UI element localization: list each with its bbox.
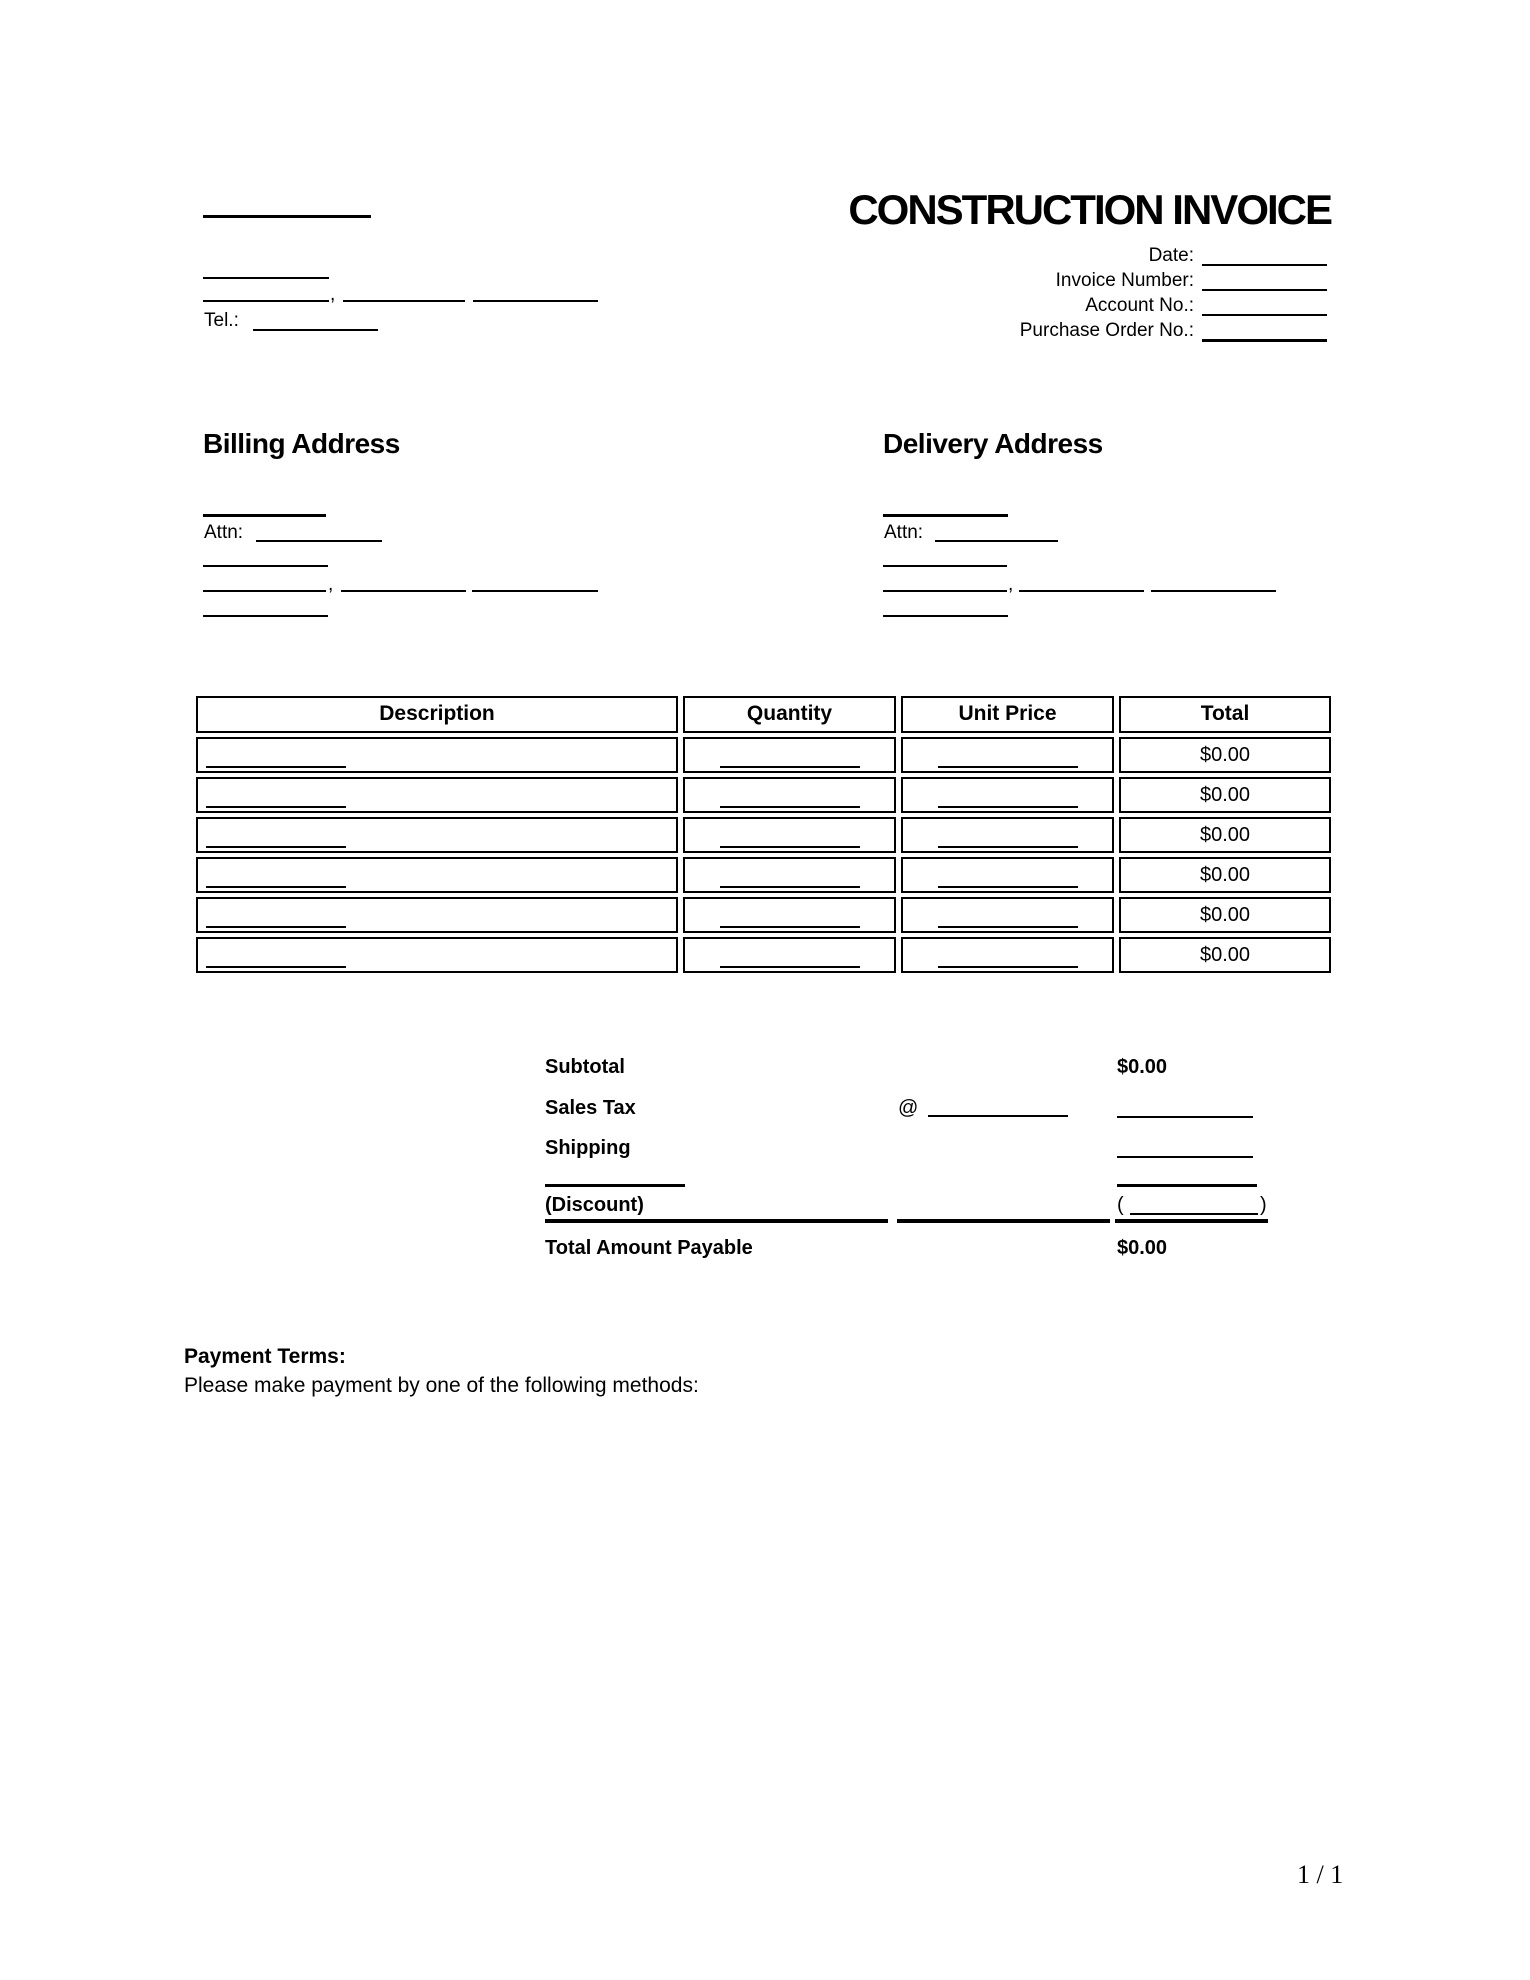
purchase-order-no-label: Purchase Order No.: xyxy=(1019,320,1194,341)
unit-price-cell xyxy=(901,897,1114,933)
billing-address-heading: Billing Address xyxy=(203,428,400,459)
account-no-label: Account No.: xyxy=(1085,295,1194,316)
quantity-cell xyxy=(683,817,896,853)
delivery-address-heading: Delivery Address xyxy=(883,428,1103,459)
quantity-cell xyxy=(683,937,896,973)
description-cell xyxy=(196,817,678,853)
comma-separator: , xyxy=(328,574,334,595)
quantity-field[interactable] xyxy=(720,766,860,768)
shipping-label: Shipping xyxy=(545,1137,631,1159)
date-field[interactable] xyxy=(1202,264,1327,266)
row-total-value: $0.00 xyxy=(1119,817,1331,853)
quantity-cell xyxy=(683,897,896,933)
discount-open-paren: ( xyxy=(1117,1194,1124,1216)
sales-tax-label: Sales Tax xyxy=(545,1097,636,1119)
delivery-attn-label: Attn: xyxy=(884,522,924,543)
unit-price-cell xyxy=(901,937,1114,973)
table-row xyxy=(196,857,1331,893)
unit-price-field[interactable] xyxy=(938,966,1078,968)
delivery-zip-field[interactable] xyxy=(1151,590,1276,592)
description-field[interactable] xyxy=(206,846,346,848)
line-items-table xyxy=(191,692,1336,977)
subtotal-label: Subtotal xyxy=(545,1056,625,1078)
unit-price-column-header: Unit Price xyxy=(901,696,1114,733)
description-cell xyxy=(196,937,678,973)
billing-city-field[interactable] xyxy=(203,590,326,592)
delivery-state-field[interactable] xyxy=(1019,590,1144,592)
description-cell xyxy=(196,777,678,813)
quantity-column-header: Quantity xyxy=(683,696,896,733)
billing-state-field[interactable] xyxy=(341,590,466,592)
billing-attn-label: Attn: xyxy=(204,522,244,543)
quantity-cell xyxy=(683,777,896,813)
subtotal-value: $0.00 xyxy=(1117,1056,1168,1078)
page-title: CONSTRUCTION INVOICE xyxy=(848,186,1331,233)
table-row xyxy=(196,937,1331,973)
invoice-number-label: Invoice Number: xyxy=(1055,270,1194,291)
delivery-attn-field[interactable] xyxy=(935,540,1058,542)
shipping-amount-field[interactable] xyxy=(1117,1156,1253,1158)
account-no-field[interactable] xyxy=(1202,314,1327,316)
purchase-order-no-field[interactable] xyxy=(1202,339,1327,342)
unit-price-field[interactable] xyxy=(938,846,1078,848)
quantity-field[interactable] xyxy=(720,886,860,888)
delivery-name-field[interactable] xyxy=(883,514,1008,517)
description-field[interactable] xyxy=(206,966,346,968)
description-field[interactable] xyxy=(206,806,346,808)
unit-price-cell xyxy=(901,857,1114,893)
company-name-field[interactable] xyxy=(203,215,371,218)
table-row xyxy=(196,817,1331,853)
delivery-street-field[interactable] xyxy=(883,565,1007,567)
unit-price-cell xyxy=(901,737,1114,773)
description-field[interactable] xyxy=(206,886,346,888)
sender-street-field[interactable] xyxy=(203,277,329,279)
description-field[interactable] xyxy=(206,926,346,928)
billing-attn-field[interactable] xyxy=(256,540,382,542)
comma-separator: , xyxy=(1008,574,1014,595)
quantity-cell xyxy=(683,737,896,773)
billing-zip-field[interactable] xyxy=(472,590,598,592)
table-row xyxy=(196,897,1331,933)
description-cell xyxy=(196,897,678,933)
row-total-value: $0.00 xyxy=(1119,937,1331,973)
table-row xyxy=(196,737,1331,773)
tel-field[interactable] xyxy=(253,329,378,331)
total-amount-payable-value: $0.00 xyxy=(1117,1237,1168,1259)
date-label: Date: xyxy=(1148,245,1194,266)
row-total-value: $0.00 xyxy=(1119,857,1331,893)
total-column-header: Total xyxy=(1119,696,1331,733)
billing-name-field[interactable] xyxy=(203,514,326,517)
unit-price-field[interactable] xyxy=(938,806,1078,808)
unit-price-field[interactable] xyxy=(938,926,1078,928)
comma-separator: , xyxy=(330,284,336,305)
description-field[interactable] xyxy=(206,766,346,768)
billing-street-field[interactable] xyxy=(203,565,328,567)
quantity-field[interactable] xyxy=(720,966,860,968)
table-header-row xyxy=(196,696,1331,733)
row-total-value: $0.00 xyxy=(1119,777,1331,813)
quantity-cell xyxy=(683,857,896,893)
delivery-city-field[interactable] xyxy=(883,590,1007,592)
unit-price-cell xyxy=(901,817,1114,853)
table-row xyxy=(196,777,1331,813)
unit-price-cell xyxy=(901,777,1114,813)
quantity-field[interactable] xyxy=(720,806,860,808)
quantity-field[interactable] xyxy=(720,926,860,928)
row-total-value: $0.00 xyxy=(1119,897,1331,933)
description-cell xyxy=(196,737,678,773)
description-column-header: Description xyxy=(196,696,678,733)
discount-close-paren: ) xyxy=(1260,1194,1267,1216)
total-amount-payable-label: Total Amount Payable xyxy=(545,1237,753,1259)
row-total-value: $0.00 xyxy=(1119,737,1331,773)
payment-terms-heading: Payment Terms: xyxy=(184,1345,346,1368)
tel-label: Tel.: xyxy=(204,310,239,331)
invoice-number-field[interactable] xyxy=(1202,289,1327,291)
discount-label: (Discount) xyxy=(545,1194,644,1216)
unit-price-field[interactable] xyxy=(938,766,1078,768)
discount-amount-field[interactable] xyxy=(1130,1213,1258,1215)
totals-divider-rule xyxy=(897,1219,1110,1223)
sender-zip-field[interactable] xyxy=(473,300,598,302)
discount-top-rule xyxy=(545,1184,685,1187)
sender-state-field[interactable] xyxy=(343,300,465,302)
discount-amount-top-rule xyxy=(1117,1184,1257,1187)
description-cell xyxy=(196,857,678,893)
quantity-field[interactable] xyxy=(720,846,860,848)
totals-divider-rule xyxy=(1115,1219,1268,1223)
sales-tax-amount-field[interactable] xyxy=(1117,1116,1253,1118)
unit-price-field[interactable] xyxy=(938,886,1078,888)
totals-divider-rule xyxy=(545,1219,888,1223)
sales-tax-rate-field[interactable] xyxy=(928,1115,1068,1117)
page-number: 1 / 1 xyxy=(1297,1860,1344,1889)
delivery-country-field[interactable] xyxy=(883,615,1008,617)
payment-terms-body: Please make payment by one of the following methods: xyxy=(184,1374,699,1397)
at-symbol: @ xyxy=(898,1097,919,1119)
billing-country-field[interactable] xyxy=(203,615,328,617)
sender-city-field[interactable] xyxy=(203,300,329,302)
